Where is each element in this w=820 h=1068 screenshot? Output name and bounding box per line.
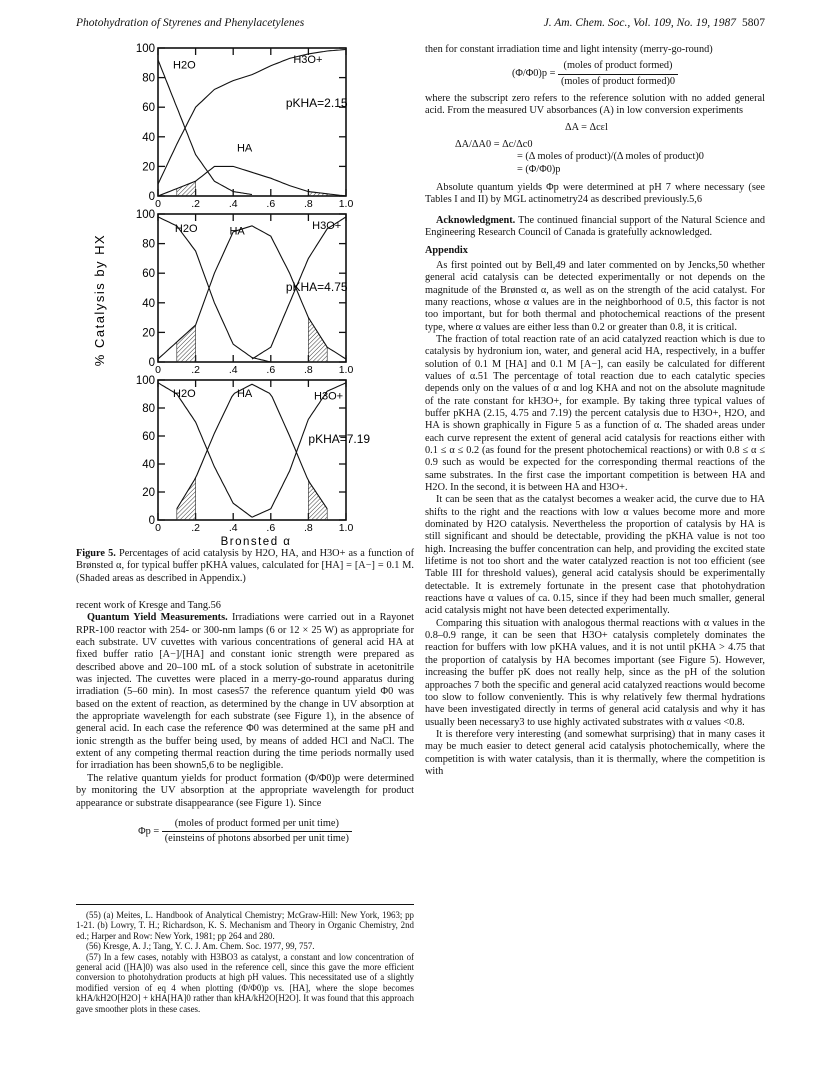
paragraph: It is therefore very interesting (and somewhat surprising) that in many cases it may be much easier to detect general acid catalysis photochemically, where the competition is with water catalysis, than it is thermally, where the competition is with — [425, 728, 765, 777]
x-tick-label: .6 — [266, 198, 276, 210]
section-heading: Quantum Yield Measurements. — [87, 612, 228, 624]
x-axis-label: Bronsted α — [220, 536, 292, 548]
figure-caption-label: Figure 5. — [76, 548, 116, 559]
y-tick-label: 20 — [142, 327, 155, 340]
paragraph: Comparing this situation with analogous thermal reactions with α values in the 0.8–0.9 range, it can be seen that H3O+ catalysis completely dominates the reaction for buffers with low pKHA values, and it is not until pKHA > 4.75 that the proportion of catalysis by HA becomes important (see Figure 5). However, increasing the buffer pK does not really help, since as the pH of the solution approaches 7 both the specific and general acid catalyzed reactions would become too slow to follow conveniently. This is why relatively few thermal hydrations have been investigated directly in terms of general acid catalysis and why it has usually been necessary3 to use highly activated substrates with α values <0.8. — [425, 617, 765, 728]
equation-denominator: (moles of product formed)0 — [560, 75, 676, 87]
y-tick-label: 100 — [135, 209, 155, 221]
footnotes — [76, 904, 414, 1014]
shaded-area-high — [308, 481, 327, 520]
ack-text: The continued financial support of the Natural Science and Engineering Research Council of Canada is gratefully acknowledged. — [425, 214, 765, 239]
series-line-h3oplus — [252, 383, 346, 517]
panel-1 — [136, 43, 354, 210]
figure-caption-text: Percentages of acid catalysis by H2O, HA, and H3O+ as a function of Brønsted α, for typical buffer pKHA values, calculated for [HA] = [A−] = 0.1 M. (Shaded areas as described in Appendix.) — [76, 548, 414, 584]
footnote-55: (55) (a) Meites, L. Handbook of Analytical Chemistry; McGraw-Hill: New York, 1963; pp 1-21. (b) Lowry, T. H.; Richardson, K. S. Mechanism and Theory in Organic Chemistry, 2nd ed.; Harper and Row: New York, 1981; pp 264 and 280. — [76, 910, 414, 941]
panel-2 — [136, 209, 354, 376]
y-tick-label: 40 — [142, 297, 155, 310]
x-tick-label: .2 — [191, 364, 200, 376]
equation-line: ΔA/ΔA0 = Δc/Δc0 — [455, 139, 533, 151]
y-tick-label: 80 — [142, 238, 155, 251]
paragraph: Absolute quantum yields Φp were determined at pH 7 where necessary (see Tables I and II) by MGL actinometry24 as described previously.5,6 — [425, 182, 765, 206]
figure-5-svg — [76, 38, 414, 548]
x-tick-label: .4 — [228, 522, 238, 534]
x-tick-label: .8 — [304, 198, 313, 210]
x-tick-label: .6 — [266, 522, 276, 534]
series-label: H2O — [173, 59, 196, 72]
equation-denominator: (einsteins of photons absorbed per unit time) — [164, 833, 349, 845]
y-tick-label: 40 — [142, 459, 155, 471]
x-tick-label: 0 — [155, 198, 161, 210]
y-tick-label: 40 — [142, 131, 155, 144]
figure-caption — [76, 548, 414, 585]
panel-3 — [136, 375, 371, 534]
series-label: HA — [236, 142, 253, 155]
x-tick-label: .2 — [191, 198, 200, 210]
paragraph-quantum-yield — [76, 612, 414, 772]
equation-lhs: Φp = — [138, 826, 160, 838]
paragraph-text: Irradiations were carried out in a Rayonet RPR-100 reactor with 254- or 300-nm lamps (6 or 12 × 25 W) as appropriate for each substrate. UV cuvettes with various concentrations of general acid HA at fixed buffer ratio [A−]/[HA] and constant ionic strength were prepared as described above and 20–100 mL of a stock solution of substrate in acetonitrile was injected. The cuvettes were placed in a merry-go-round apparatus during irradiation (5–60 min). In most cases57 the reference quantum yield Φ0 was based on the extent of reaction, as determined by the change in UV absorption at the appropriate wavelength for each substrate (see Figure 1), in the absence of general acid. In each case the reference Φ0 was determined at the same pH and ionic strength as the buffer being used, by means of added HCl and NaCl. The extent of any competing thermal reaction during the time periods normally used for irradiation has been shown5,6 to be negligible. — [76, 612, 414, 772]
paragraph: The relative quantum yields for product formation (Φ/Φ0)p were determined by monitoring the UV absorption at the appropriate wavelength for product appearance or substrate disappearance (see Figure 1). Since — [76, 772, 414, 809]
appendix-heading: Appendix — [425, 245, 468, 257]
series-label: H3O+ — [314, 390, 344, 403]
series-line-ha — [177, 384, 327, 509]
equation-beer-lambert: ΔA = Δcεl — [565, 121, 608, 133]
pka-label: pKHA=7.19 — [308, 432, 371, 446]
x-tick-label: .4 — [228, 364, 238, 376]
footnote-56: (56) Kresge, A. J.; Tang, Y. C. J. Am. Chem. Soc. 1977, 99, 757. — [86, 941, 315, 952]
y-tick-label: 20 — [142, 161, 155, 174]
shaded-area-low — [177, 325, 196, 362]
equation-numerator: (moles of product formed) — [558, 60, 678, 74]
right-column — [425, 44, 765, 778]
equation-line: = (Δ moles of product)/(Δ moles of product)0 — [517, 151, 704, 163]
y-tick-label: 20 — [142, 487, 155, 499]
acknowledgment — [425, 215, 765, 240]
paragraph: recent work of Kresge and Tang.56 — [76, 600, 221, 611]
series-label: HA — [229, 225, 245, 238]
shaded-area-high — [308, 318, 327, 362]
x-tick-label: .8 — [304, 522, 313, 534]
x-tick-label: .2 — [191, 522, 200, 534]
journal-citation — [544, 17, 765, 29]
equation-5 — [425, 60, 765, 88]
equation-ratio-block — [425, 139, 765, 176]
equation-4 — [76, 818, 414, 846]
y-tick-label: 0 — [148, 515, 155, 527]
y-tick-label: 60 — [142, 268, 155, 281]
paragraph: where the subscript zero refers to the reference solution with no added general acid. From the measured UV absorbances (A) in low conversion experiments — [425, 93, 765, 117]
series-label: H3O+ — [293, 53, 323, 66]
shaded-area-low — [177, 478, 196, 520]
figure-5 — [76, 38, 414, 548]
series-label: H2O — [174, 222, 198, 235]
y-tick-label: 80 — [142, 72, 155, 85]
paragraph: As first pointed out by Bell,49 and later commented on by Jencks,50 whether general acid catalysis can be detected experimentally or not depends on the magnitude of the Brønsted α, as well as on the strength of the acid catalyst. For many reactions, whose α values are in the neighborhood of 0.5, this factor is not too important, but for both thermal and photochemical reactions of the present type, where α values are either less than 0.2 or greater than 0.8, it is critical. — [425, 259, 765, 333]
equation-line: = (Φ/Φ0)p — [517, 163, 561, 175]
left-column — [76, 600, 414, 851]
equation-lhs: (Φ/Φ0)p = — [511, 68, 556, 80]
shaded-area-low — [177, 181, 196, 196]
series-line-h2o — [158, 217, 271, 362]
series-label: HA — [236, 387, 253, 400]
y-tick-label: 60 — [142, 102, 155, 115]
y-tick-label: 80 — [142, 403, 155, 415]
y-tick-label: 0 — [148, 357, 155, 369]
equation-numerator: (moles of product formed per unit time) — [162, 818, 352, 832]
y-axis-label: % Catalysis by HX — [92, 233, 107, 367]
x-tick-label: 1.0 — [338, 198, 354, 210]
journal-name: J. Am. Chem. Soc., Vol. 109, No. 19, 1987 — [543, 17, 736, 29]
ack-heading: Acknowledgment. — [436, 214, 516, 226]
x-tick-label: 0 — [155, 522, 161, 534]
paragraph: It can be seen that as the catalyst becomes a weaker acid, the curve due to HA shifts to the right and the reactions with low α values become more and more dominated by H2O catalysis. Nevertheless the proportion of catalysis by HA is still significant and should be detectable, providing the pKHA value is not too high. Increasing the buffer concentration can help, and providing the excited state lifetime is not too short and the water catalyzed reaction is not too efficient (see Table III for threshold values), general acid catalysis should be experimentally detectable. It is extremely fortunate in the present case that photohydration reactions have α values of ca. 0.15, since if they had been much smaller, general acid catalysis might not have been detected experimentally. — [425, 494, 765, 617]
paragraph: then for constant irradiation time and light intensity (merry-go-round) — [425, 44, 713, 55]
x-tick-label: 0 — [155, 364, 161, 376]
y-tick-label: 100 — [135, 375, 155, 387]
page-number: 5807 — [742, 17, 765, 29]
series-line-h2o — [158, 383, 252, 517]
y-tick-label: 0 — [148, 191, 155, 203]
series-label: H2O — [173, 387, 196, 400]
pka-label: pKHA=4.75 — [285, 279, 348, 294]
x-tick-label: 1.0 — [338, 364, 354, 376]
y-tick-label: 60 — [142, 431, 155, 443]
series-label: H3O+ — [312, 219, 342, 232]
x-tick-label: 1.0 — [338, 522, 354, 534]
x-tick-label: .6 — [266, 364, 276, 376]
footnote-57: (57) In a few cases, notably with H3BO3 as catalyst, a constant and low concentration of general acid ([HA]0) was also used in the reference cell, since this gave the more efficient conversion to photohydration products at high pH values. This necessitated use of a slightly modified version of eq 4 when plotting (Φ/Φ0)p vs. [HA], where the slope becomes kHA/kH2O[H2O] + kHA[HA]0 rather than kHA/kH2O[H2O]. It was found that this approach gave smoother plots in these cases. — [76, 951, 414, 1014]
x-tick-label: .8 — [304, 364, 313, 376]
running-title: Photohydration of Styrenes and Phenylacetylenes — [76, 17, 305, 29]
y-tick-label: 100 — [135, 43, 155, 55]
x-tick-label: .4 — [228, 198, 238, 210]
paragraph: The fraction of total reaction rate of an acid catalyzed reaction which is due to catalysis by hydronium ion, water, and general acid HA, respectively, in a buffer solution of 0.1 M [HA] and 0.1 M [A−], can easily be calculated for different values of α.51 The percentage of total reaction due to each catalytic species depends only on the values of α and log KHA and not on the absolute magnitude of the rate constant for kH3O+, for example. By taking three typical values of buffer pKHA (2.15, 4.75 and 7.19) the percent catalysis due to H3O+, H2O, and HA is shown graphically in Figure 5 as a function of α. The shaded areas under each curve represent the extent of general acid catalysis for reactions either with 0.1 ≤ α ≤ 0.2 (as found for the present photochemical reactions) or with 0.8 ≤ α ≤ 0.9 such as would be expected for the corresponding thermal reactions of the same substrates. In the first case the important competition is between HA and H2O. In the second, it is between HA and H3O+. — [425, 333, 765, 493]
pka-label: pKHA=2.15 — [285, 96, 348, 111]
